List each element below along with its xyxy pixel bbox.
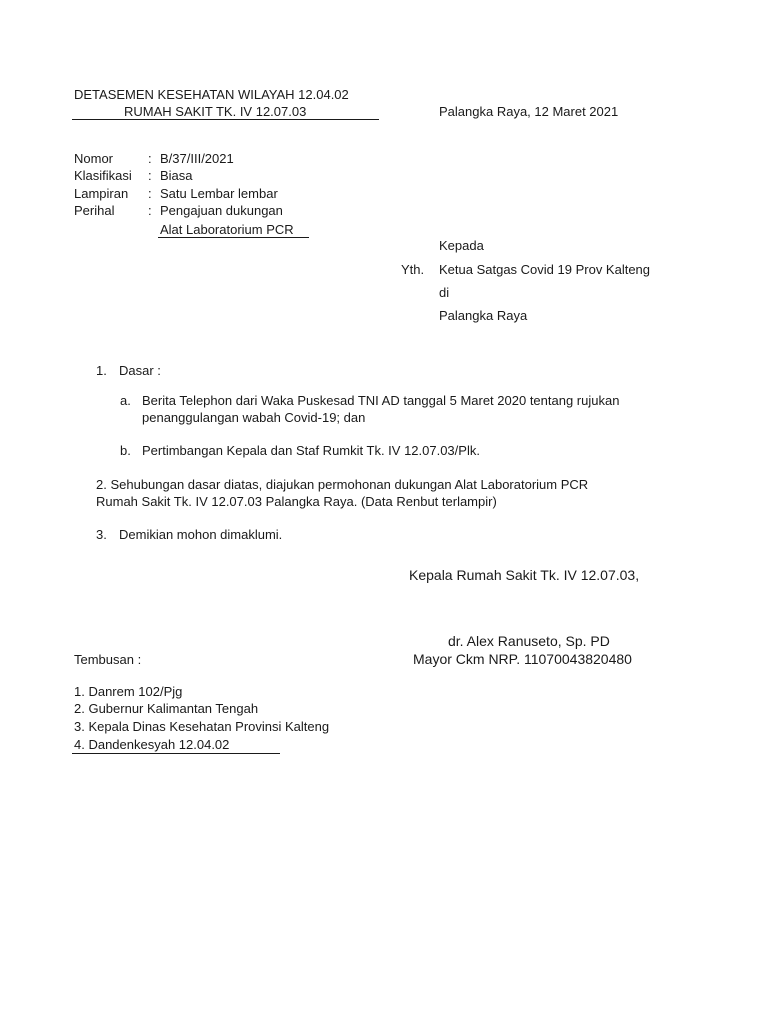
- cc-label: Tembusan :: [74, 652, 142, 667]
- perihal-value-line2: Alat Laboratorium PCR: [160, 222, 294, 237]
- yth-label: Yth.: [401, 262, 425, 277]
- nomor-value: B/37/III/2021: [160, 151, 234, 166]
- perihal-label: Perihal: [74, 203, 115, 218]
- point-1-number: 1.: [96, 363, 107, 378]
- klasifikasi-label: Klasifikasi: [74, 168, 132, 183]
- cc-item: 3. Kepala Dinas Kesehatan Provinsi Kalteng: [74, 719, 330, 734]
- cc-item: 4. Dandenkesyah 12.04.02: [74, 737, 230, 752]
- point-a-label: a.: [120, 393, 131, 408]
- letterhead-underline: [72, 119, 379, 120]
- cc-item: 2. Gubernur Kalimantan Tengah: [74, 701, 259, 716]
- recipient-city: Palangka Raya: [439, 308, 528, 323]
- cc-item: 1. Danrem 102/Pjg: [74, 684, 183, 699]
- recipient-di: di: [439, 285, 450, 300]
- lampiran-value: Satu Lembar lembar: [160, 186, 278, 201]
- signatory-rank: Mayor Ckm NRP. 11070043820480: [413, 651, 632, 667]
- point-1-title: Dasar :: [119, 363, 161, 378]
- signature-title: Kepala Rumah Sakit Tk. IV 12.07.03,: [409, 567, 640, 583]
- lampiran-colon: :: [148, 186, 152, 201]
- point-b-label: b.: [120, 443, 131, 458]
- nomor-colon: :: [148, 151, 152, 166]
- nomor-label: Nomor: [74, 151, 114, 166]
- hospital-name: RUMAH SAKIT TK. IV 12.07.03: [124, 104, 307, 119]
- point-a-line1: Berita Telephon dari Waka Puskesad TNI AD tanggal 5 Maret 2020 tentang rujukan: [142, 393, 620, 408]
- point-a-line2: penanggulangan wabah Covid-19; dan: [142, 410, 366, 425]
- recipient-name: Ketua Satgas Covid 19 Prov Kalteng: [439, 262, 651, 277]
- perihal-underline: [158, 237, 309, 238]
- point-3-text: Demikian mohon dimaklumi.: [119, 527, 283, 542]
- kepada-label: Kepada: [439, 238, 484, 253]
- place-date: Palangka Raya, 12 Maret 2021: [439, 104, 619, 119]
- point-3-number: 3.: [96, 527, 107, 542]
- klasifikasi-value: Biasa: [160, 168, 193, 183]
- point-2-line2: Rumah Sakit Tk. IV 12.07.03 Palangka Raya. (Data Renbut terlampir): [96, 494, 497, 509]
- cc-underline: [72, 753, 280, 754]
- point-2-line1: 2. Sehubungan dasar diatas, diajukan permohonan dukungan Alat Laboratorium PCR: [96, 477, 589, 492]
- perihal-value-line1: Pengajuan dukungan: [160, 203, 283, 218]
- signatory-name: dr. Alex Ranuseto, Sp. PD: [448, 633, 610, 649]
- klasifikasi-colon: :: [148, 168, 152, 183]
- point-b-text: Pertimbangan Kepala dan Staf Rumkit Tk. IV 12.07.03/Plk.: [142, 443, 480, 458]
- lampiran-label: Lampiran: [74, 186, 129, 201]
- org-name: DETASEMEN KESEHATAN WILAYAH 12.04.02: [74, 87, 349, 102]
- perihal-colon: :: [148, 203, 152, 218]
